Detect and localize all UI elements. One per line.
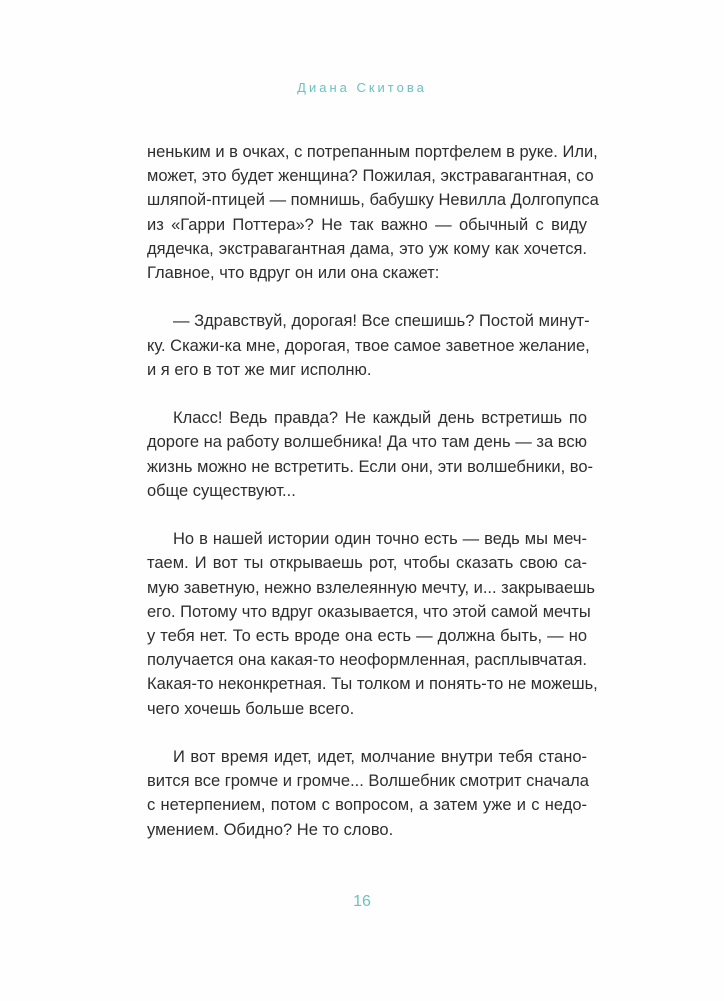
text-line: и я его в тот же миг исполню. — [147, 360, 372, 379]
text-line: из «Гарри Поттера»? Не так важно — обычный с виду — [147, 215, 587, 234]
text-line: с нетерпением, потом с вопросом, а затем уже и с недо- — [147, 796, 587, 815]
text-line: — Здравствуй, дорогая! Все спешишь? Постой минут- — [173, 312, 590, 331]
text-line: ку. Скажи-ка мне, дорогая, твое самое заветное желание, — [147, 336, 590, 355]
text-line: жизнь можно не встретить. Если они, эти волшебники, во- — [147, 457, 593, 476]
text-line: мую заветную, нежно взлелеянную мечту, и... закрываешь — [147, 578, 595, 597]
text-line: неньким и в очках, с потрепанным портфелем в руке. Или, — [147, 143, 598, 161]
text-line: Класс! Ведь правда? Не каждый день встретишь по — [173, 409, 587, 428]
text-line: Какая-то неконкретная. Ты толком и понять-то не можешь, — [147, 675, 598, 694]
text-line: умением. Обидно? Не то слово. — [147, 820, 394, 839]
paragraph-2 — [147, 309, 590, 382]
text-line: дядечка, экстравагантная дама, это уж кому как хочется. — [147, 239, 587, 258]
paragraph-gap — [147, 382, 587, 406]
text-line: таем. И вот ты открываешь рот, чтобы сказать свою са- — [147, 554, 587, 573]
text-line: у тебя нет. То есть вроде она есть — должна быть, — но — [147, 627, 587, 646]
page-number: 16 — [353, 893, 371, 910]
paragraph-gap — [147, 503, 587, 527]
text-line: получается она какая-то неоформленная, расплывчатая. — [147, 651, 587, 670]
text-line: обще существуют... — [147, 481, 296, 500]
text-line: его. Потому что вдруг оказывается, что этой самой мечты — [147, 602, 591, 621]
paragraph-gap — [147, 285, 587, 309]
running-head-author: Диана Скитова — [297, 80, 427, 95]
paragraph-4 — [147, 527, 598, 721]
text-line: дороге на работу волшебника! Да что там день — за всю — [147, 433, 587, 452]
text-line: чего хочешь больше всего. — [147, 699, 355, 718]
text-line: вится все громче и громче... Волшебник смотрит сначала — [147, 772, 589, 791]
paragraph-gap — [147, 721, 587, 745]
text-line: может, это будет женщина? Пожилая, экстравагантная, со — [147, 167, 594, 186]
text-line: шляпой-птицей — помнишь, бабушку Невилла Долгопупса — [147, 191, 599, 210]
text-line: Главное, что вдруг он или она скажет: — [147, 264, 440, 283]
body-text — [147, 140, 599, 842]
text-line: Но в нашей истории один точно есть — ведь мы меч- — [173, 530, 587, 549]
paragraph-1 — [147, 140, 599, 285]
text-line: И вот время идет, идет, молчание внутри тебя стано- — [173, 748, 587, 767]
paragraph-5 — [147, 745, 587, 842]
paragraph-3 — [147, 406, 593, 503]
